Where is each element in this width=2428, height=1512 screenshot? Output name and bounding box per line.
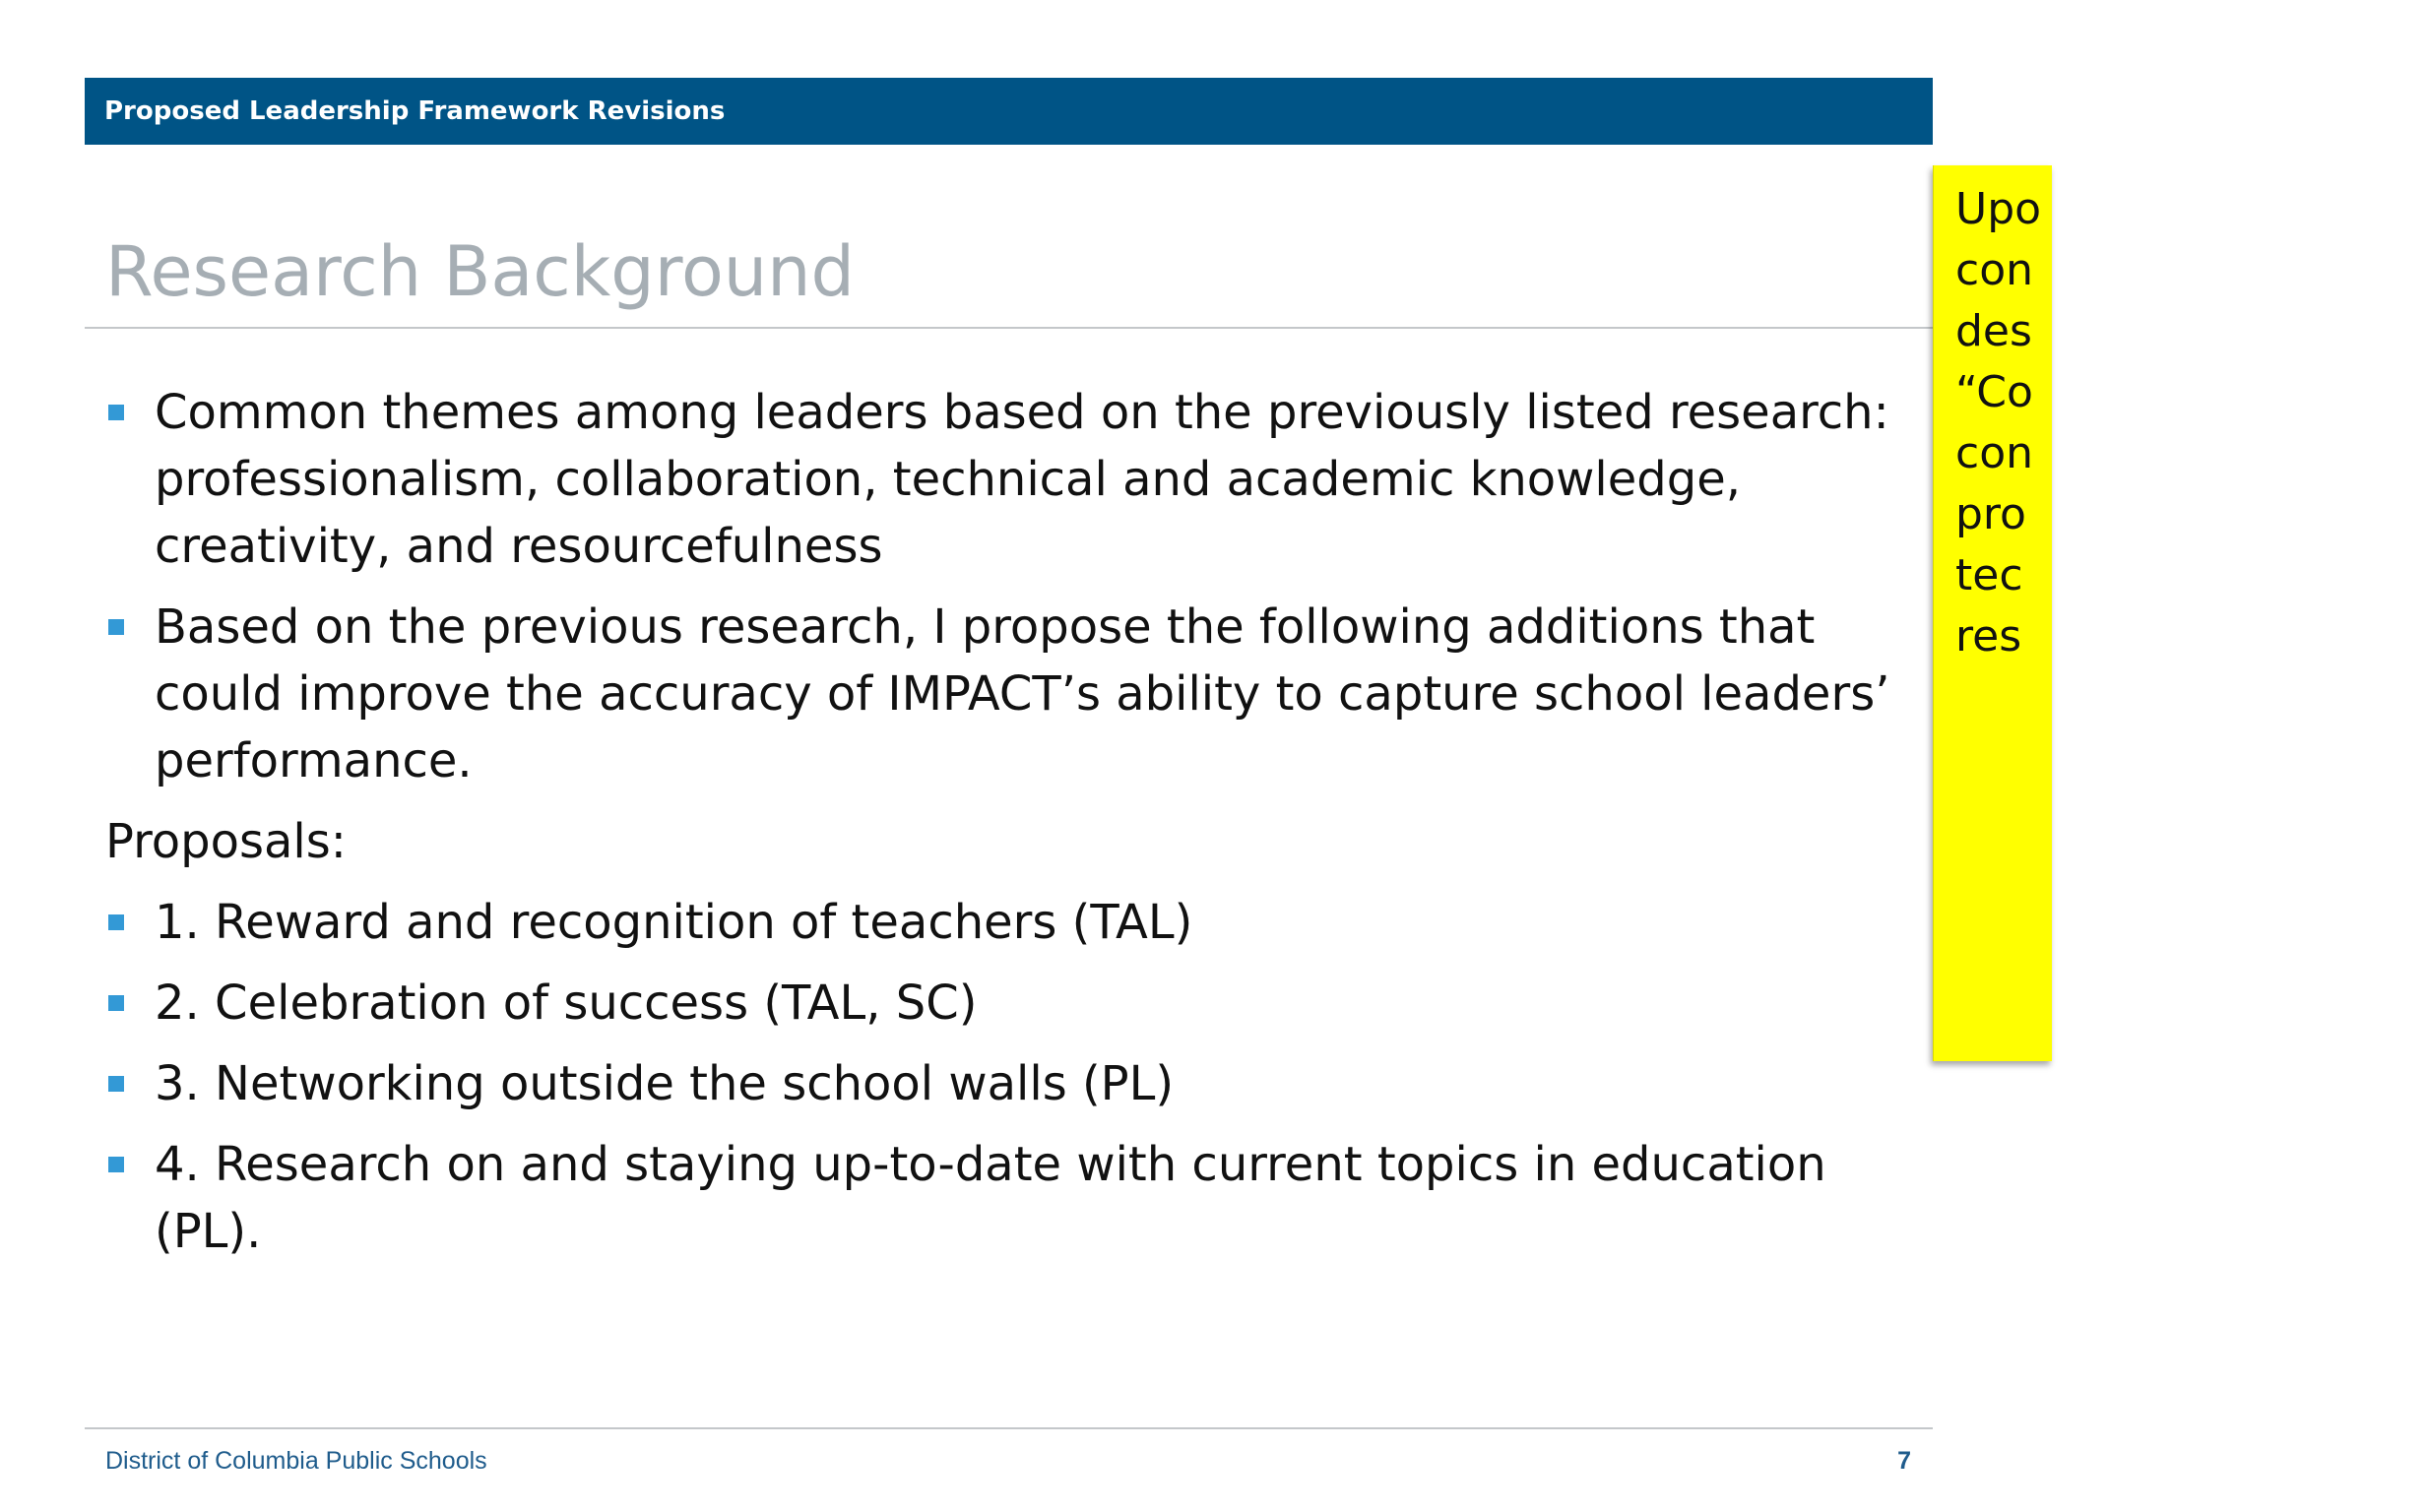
sticky-note-comment[interactable]: [1933, 165, 2052, 1061]
sticky-note-text: [1955, 179, 2428, 667]
proposal-text: 2. Celebration of success (TAL, SC): [155, 976, 978, 1031]
sticky-note-line: res: [1955, 611, 2022, 662]
sticky-note-line: tec: [1955, 550, 2023, 600]
proposal-text: 1. Reward and recognition of teachers (TAL): [155, 895, 1193, 950]
header-title: Proposed Leadership Framework Revisions: [104, 96, 726, 126]
square-bullet-icon: [108, 914, 124, 930]
proposal-text: 3. Networking outside the school walls (PL): [155, 1056, 1175, 1111]
bullet-item: [105, 594, 1917, 794]
footer-organization: District of Columbia Public Schools: [105, 1447, 487, 1475]
square-bullet-icon: [108, 405, 124, 420]
sticky-note-line: pro: [1955, 489, 2026, 539]
proposal-text: 4. Research on and staying up-to-date with current topics in education (PL).: [155, 1137, 1826, 1259]
square-bullet-icon: [108, 1157, 124, 1172]
square-bullet-icon: [108, 1076, 124, 1092]
sticky-note-line: con: [1955, 245, 2033, 295]
page-number: 7: [1897, 1447, 1911, 1475]
slide-body: [105, 379, 1917, 1279]
proposal-item: [105, 970, 1917, 1037]
proposals-heading: Proposals:: [105, 814, 347, 869]
footer-divider: [85, 1427, 1933, 1429]
square-bullet-icon: [108, 619, 124, 635]
title-divider: [85, 327, 1933, 329]
proposal-item: [105, 1050, 1917, 1117]
slide-title: Research Background: [105, 231, 855, 312]
bullet-text: Common themes among leaders based on the previously listed research: professionalism, collaboration, technical and academic knowledge, creativity, and resourcefulness: [155, 385, 1889, 574]
sticky-note-line: “Co: [1955, 367, 2033, 417]
proposal-item: [105, 889, 1917, 956]
bullet-text: Based on the previous research, I propose the following additions that could improve the accuracy of IMPACT’s ability to capture school leaders’ performance.: [155, 599, 1890, 788]
bullet-item: [105, 379, 1917, 580]
sticky-note-line: Upo: [1955, 184, 2042, 234]
square-bullet-icon: [108, 995, 124, 1011]
proposal-item: [105, 1131, 1917, 1265]
header-bar: [85, 78, 1933, 145]
sticky-note-line: des: [1955, 306, 2032, 356]
sticky-note-line: con: [1955, 428, 2033, 478]
